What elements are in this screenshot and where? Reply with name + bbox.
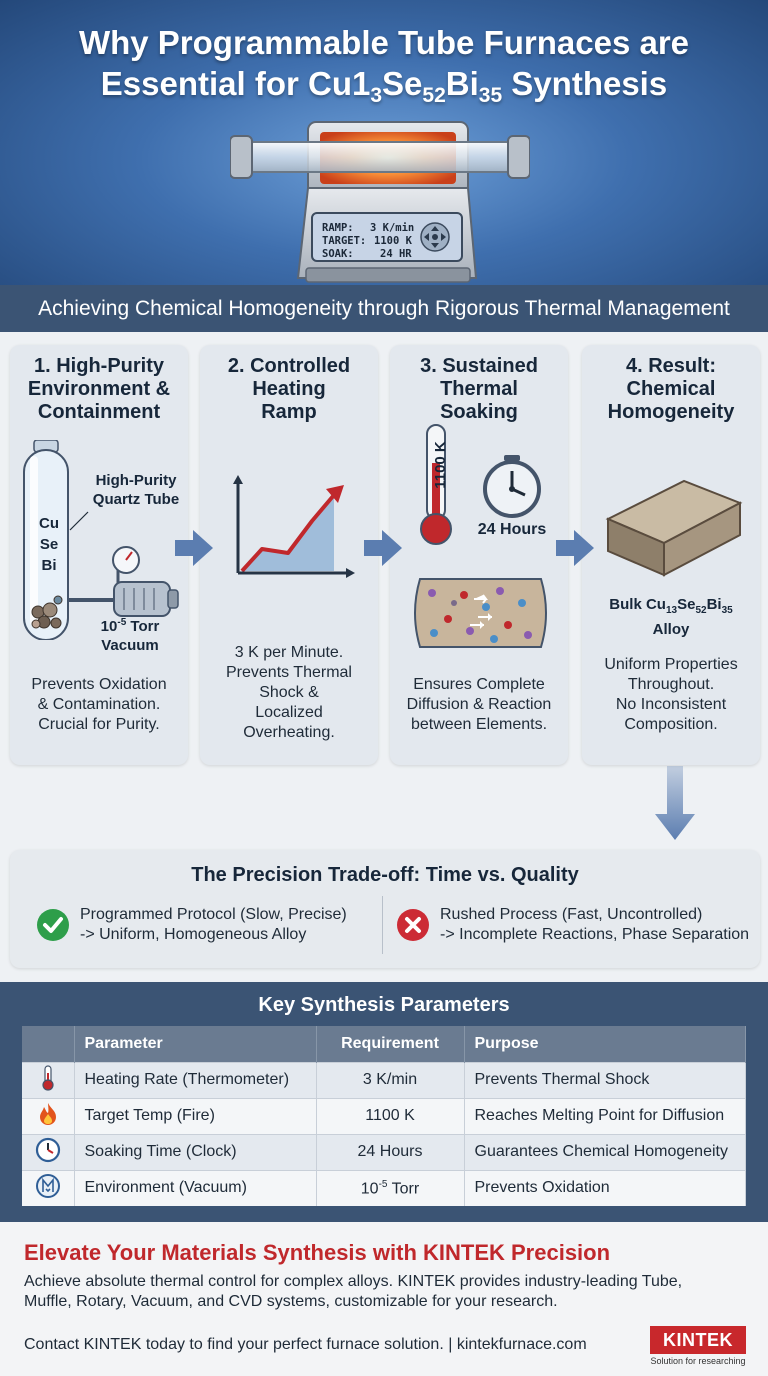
table-row [22,1134,746,1170]
param-requirement: 1100 K [316,1098,464,1134]
param-name: Soaking Time (Clock) [74,1134,316,1170]
tradeoff-title: The Precision Trade-off: Time vs. Quality [191,864,579,886]
step-card-heating-ramp [200,345,378,765]
time-label: 24 Hours [477,521,547,538]
param-requirement: 24 Hours [316,1134,464,1170]
cta-footer [0,1222,768,1376]
clock-icon [480,455,544,519]
step-description: Uniform Properties Throughout. No Inconsistent Composition. [604,656,738,733]
step-card-thermal-soaking [390,345,568,765]
target-value: 1100 K [374,235,412,247]
param-purpose: Prevents Oxidation [464,1170,746,1206]
flow-arrow-icon [556,530,594,566]
panel-control-pad-icon [421,223,449,251]
step-card-containment [10,345,188,765]
cta-contact-link[interactable]: Contact KINTEK today to find your perfect furnace solution. | kintekfurnace.com [24,1336,587,1353]
flow-arrow-icon [175,530,213,566]
quartz-tube-label: High-Purity Quartz Tube [92,472,180,508]
column-header: Purpose [464,1026,746,1062]
page-title: Why Programmable Tube Furnaces are Essential for $Cu1_3Se_{52}Bi_{35}$ Synthesis [78,24,690,107]
down-arrow-icon [655,766,695,840]
step-title: 2. Controlled Heating Ramp [227,355,351,423]
column-header: Parameter [74,1026,316,1062]
parameters-table [22,1026,746,1206]
tube-furnace-illustration [230,118,530,288]
tradeoff-bad: Rushed Process (Fast, Uncontrolled) -> Incomplete Reactions, Phase Separation [440,906,750,943]
diffusion-illustration [408,573,553,653]
column-header: Requirement [316,1026,464,1062]
cross-icon [396,908,430,942]
param-name: Environment (Vacuum) [74,1170,316,1206]
tube-elements: Cu Se Bi [39,515,59,574]
soak-label: SOAK: [322,248,354,260]
step-description: 3 K per Minute. Prevents Thermal Shock & Localized Overheating. [226,644,352,741]
subtitle-bar: Achieving Chemical Homogeneity through Rigorous Thermal Management [0,285,768,332]
table-row [22,1170,746,1206]
tradeoff-panel [10,850,760,968]
heating-ramp-chart-icon [230,475,355,580]
param-requirement: 3 K/min [316,1062,464,1098]
table-row [22,1098,746,1134]
soak-value: 24 HR [380,248,412,260]
alloy-block-icon [602,463,747,578]
param-purpose: Prevents Thermal Shock [464,1062,746,1098]
step-card-result [582,345,760,765]
step-title: 1. High-Purity Environment & Containment [27,355,171,423]
cta-text: Achieve absolute thermal control for complex alloys. KINTEK provides industry-leading Tube, Muffle, Rotary, Vacuum, and CVD systems, customizable for your research. [24,1273,683,1310]
check-icon [36,908,70,942]
temp-label: 1100 K [432,441,449,489]
param-name: Target Temp (Fire) [74,1098,316,1134]
cta-title: Elevate Your Materials Synthesis with KINTEK Precision [24,1240,611,1265]
param-purpose: Guarantees Chemical Homogeneity [464,1134,746,1170]
alloy-label: Bulk $Cu_{13}Se_{52}Bi_{35}$ Alloy [609,596,733,638]
param-name: Heating Rate (Thermometer) [74,1062,316,1098]
step-description: Ensures Complete Diffusion & Reaction between Elements. [406,676,552,733]
tradeoff-divider [382,896,383,954]
param-requirement: $10^{-5}$ Torr [316,1170,464,1206]
thermometer-icon [41,1065,55,1091]
logo-tagline: Solution for researching [650,1356,746,1366]
table-header-row [22,1026,746,1062]
vacuum-icon [35,1173,61,1199]
fire-icon [38,1102,58,1126]
step-title: 4. Result: Chemical Homogeneity [607,355,735,423]
header-banner [0,0,768,290]
step-title: 3. Sustained Thermal Soaking [420,355,538,423]
vacuum-label: $10^{-5}$ Torr Vacuum [100,617,160,654]
parameters-section [0,982,768,1222]
target-label: TARGET: [322,235,367,247]
ramp-value: 3 K/min [370,222,415,234]
flow-arrow-icon [364,530,402,566]
param-purpose: Reaches Melting Point for Diffusion [464,1098,746,1134]
ramp-label: RAMP: [322,222,354,234]
kintek-logo: KINTEK [650,1326,746,1354]
parameters-title: Key Synthesis Parameters [258,994,510,1016]
step-description: Prevents Oxidation & Contamination. Crucial for Purity. [31,676,167,733]
clock-icon [35,1137,61,1163]
table-row [22,1062,746,1098]
tradeoff-good: Programmed Protocol (Slow, Precise) -> Uniform, Homogeneous Alloy [80,906,347,943]
